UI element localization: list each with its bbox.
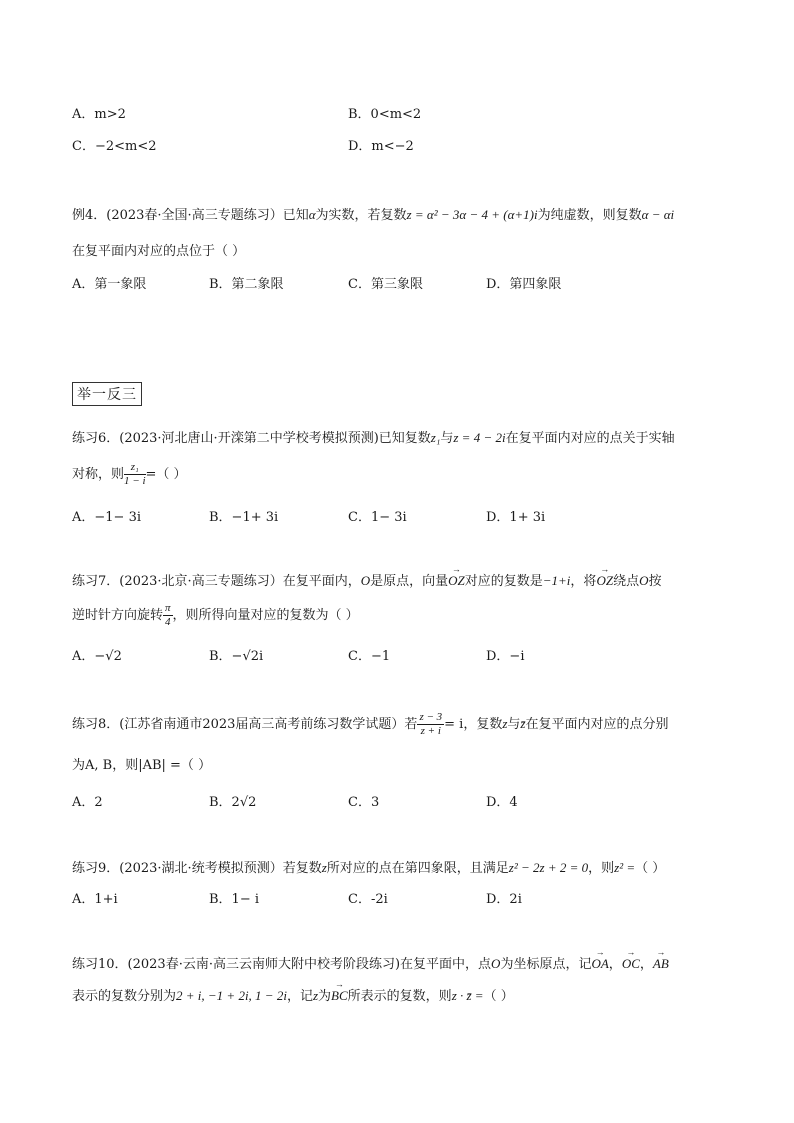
example4-text1: 为实数，若复数 xyxy=(315,208,407,223)
example4-text2: 为纯虚数，则复数 xyxy=(537,208,642,223)
practice10-sep1: ， xyxy=(608,957,622,972)
practice8-line2: 为A, B，则|AB| =（ ） xyxy=(72,758,212,773)
practice7-text6: 按 xyxy=(648,574,662,589)
practice10-vector-ab: → AB xyxy=(653,956,669,972)
example4-line2: 在复平面内对应的点位于（ ） xyxy=(72,244,246,259)
practice9-option-a: A．1+i xyxy=(72,892,118,907)
practice10-sep2: ， xyxy=(639,957,653,972)
practice9-option-d: D．2i xyxy=(486,892,522,907)
practice7-option-b: B．−√2i xyxy=(209,649,264,664)
practice7-vector-oz-2: → OZ xyxy=(596,573,613,589)
section-tag: 举一反三 xyxy=(72,382,142,406)
practice6-zexpr: z = 4 − 2i xyxy=(453,430,506,445)
practice6-text4: 对称，则 xyxy=(72,467,125,482)
practice6-option-c: C．1− 3i xyxy=(348,510,407,525)
practice7-vector-oz: → OZ xyxy=(448,573,465,589)
practice7-line1 xyxy=(72,570,661,589)
practice7-o: O xyxy=(360,573,371,588)
example4-option-d: D．第四象限 xyxy=(486,277,562,292)
practice7-text4: ，将 xyxy=(570,574,597,589)
practice7-text3: 对应的复数是 xyxy=(464,574,543,589)
q3-option-d: D．m<−2 xyxy=(348,139,414,154)
example4-line1 xyxy=(72,204,674,223)
practice8-text3: 与 xyxy=(507,717,521,732)
practice6-line2 xyxy=(72,462,187,487)
practice7-frac-den: 4 xyxy=(165,616,171,628)
practice8-option-a: A．2 xyxy=(72,795,103,810)
example4-option-a: A．第一象限 xyxy=(72,277,147,292)
practice8-option-c: C．3 xyxy=(348,795,380,810)
practice8-text2: = i，复数 xyxy=(444,717,503,732)
practice10-text4: ，记 xyxy=(286,989,313,1004)
practice7-text8: ，则所得向量对应的复数为（ ） xyxy=(172,608,359,623)
practice9-option-b: B．1− i xyxy=(209,892,260,907)
practice7-text2: 是原点，向量 xyxy=(370,574,449,589)
practice9-text1: 练习9．(2023·湖北·统考模拟预测）若复数 xyxy=(72,861,322,876)
practice6-text2: 与 xyxy=(440,431,454,446)
q3-option-b: B．0<m<2 xyxy=(348,107,422,122)
practice7-o-2: O xyxy=(639,573,649,588)
practice10-line1 xyxy=(72,953,669,972)
practice7-text1: 练习7．(2023·北京·高三专题练习）在复平面内， xyxy=(72,574,361,589)
practice10-text6: 所表示的复数，则 xyxy=(347,989,452,1004)
practice6-frac-num: z₁ xyxy=(124,462,145,475)
practice9-text4: （ ） xyxy=(635,861,666,876)
practice9-z: z xyxy=(321,860,327,875)
practice8-z: z xyxy=(502,716,508,731)
example4-alpha: α xyxy=(308,207,316,222)
practice7-option-a: A．−√2 xyxy=(72,649,122,664)
practice10-text1: 练习10．(2023春·云南·高三云南师大附中校考阶段练习)在复平面中，点 xyxy=(72,957,492,972)
practice8-text1: 练习8．(江苏省南通市2023届高三高考前练习数学试题）若 xyxy=(72,717,418,732)
practice10-line2 xyxy=(72,985,514,1004)
practice10-values: 2 + i, −1 + 2i, 1 − 2i xyxy=(176,988,287,1003)
practice8-frac-den: z + i xyxy=(420,725,441,737)
example4-formula: z = α² − 3α − 4 + (α+1)i xyxy=(406,207,538,222)
practice6-option-d: D．1+ 3i xyxy=(486,510,546,525)
practice10-vector-oc: → OC xyxy=(622,956,640,972)
practice8-zbar: z̄ xyxy=(520,716,526,731)
practice6-option-a: A．−1− 3i xyxy=(72,510,142,525)
practice8-text4: 在复平面内对应的点分别 xyxy=(525,717,669,732)
practice6-z1: z₁ xyxy=(430,430,441,445)
practice10-product: z · z̄ = xyxy=(451,988,484,1003)
example4-formula2: α − αi xyxy=(641,207,675,222)
example4-option-b: B．第二象限 xyxy=(209,277,284,292)
practice6-text3: 在复平面内对应的点关于实轴 xyxy=(505,431,675,446)
practice9-text2: 所对应的点在第四象限，且满足 xyxy=(326,861,509,876)
practice6-fraction xyxy=(124,462,145,487)
practice9-line1 xyxy=(72,857,665,876)
practice8-frac-num: z − 3 xyxy=(419,711,443,723)
practice7-option-d: D．−i xyxy=(486,649,525,664)
q3-option-a: A．m>2 xyxy=(72,107,126,122)
practice9-z-squared: z² = xyxy=(614,860,636,875)
practice9-option-c: C．-2i xyxy=(348,892,388,907)
example4-option-c: C．第三象限 xyxy=(348,277,423,292)
practice6-text1: 练习6．(2023·河北唐山·开滦第二中学校考模拟预测)已知复数 xyxy=(72,431,431,446)
practice7-option-c: C．−1 xyxy=(348,649,391,664)
practice7-complex-value: −1+i xyxy=(542,573,571,588)
practice10-text2: 为坐标原点，记 xyxy=(500,957,592,972)
practice6-text5: =（ ） xyxy=(145,467,187,482)
practice7-fraction xyxy=(163,603,173,628)
practice6-option-b: B．−1+ 3i xyxy=(209,510,279,525)
practice10-z: z xyxy=(312,988,319,1003)
practice7-text5: 绕点 xyxy=(613,574,640,589)
practice6-line1 xyxy=(72,427,675,446)
practice8-option-d: D．4 xyxy=(486,795,518,810)
practice10-vector-bc: → BC xyxy=(331,988,348,1004)
practice7-text7: 逆时针方向旋转 xyxy=(72,608,164,623)
practice6-frac-den: 1 − i xyxy=(124,475,146,487)
q3-option-c: C．−2<m<2 xyxy=(72,139,157,154)
practice10-vector-oa: → OA xyxy=(591,956,608,972)
practice10-text5: 为 xyxy=(318,989,332,1004)
practice10-o: O xyxy=(491,956,501,971)
practice7-frac-num: π xyxy=(165,602,171,614)
practice8-fraction xyxy=(417,712,444,737)
practice8-line1 xyxy=(72,712,669,737)
practice8-option-b: B．2√2 xyxy=(209,795,257,810)
practice10-text3: 表示的复数分别为 xyxy=(72,989,177,1004)
practice9-equation: z² − 2z + 2 = 0 xyxy=(508,860,589,875)
practice7-line2 xyxy=(72,603,359,628)
example4-label: 例4．(2023春·全国·高三专题练习）已知 xyxy=(72,208,309,223)
practice9-text3: ，则 xyxy=(588,861,615,876)
practice10-text7: （ ） xyxy=(483,989,514,1004)
